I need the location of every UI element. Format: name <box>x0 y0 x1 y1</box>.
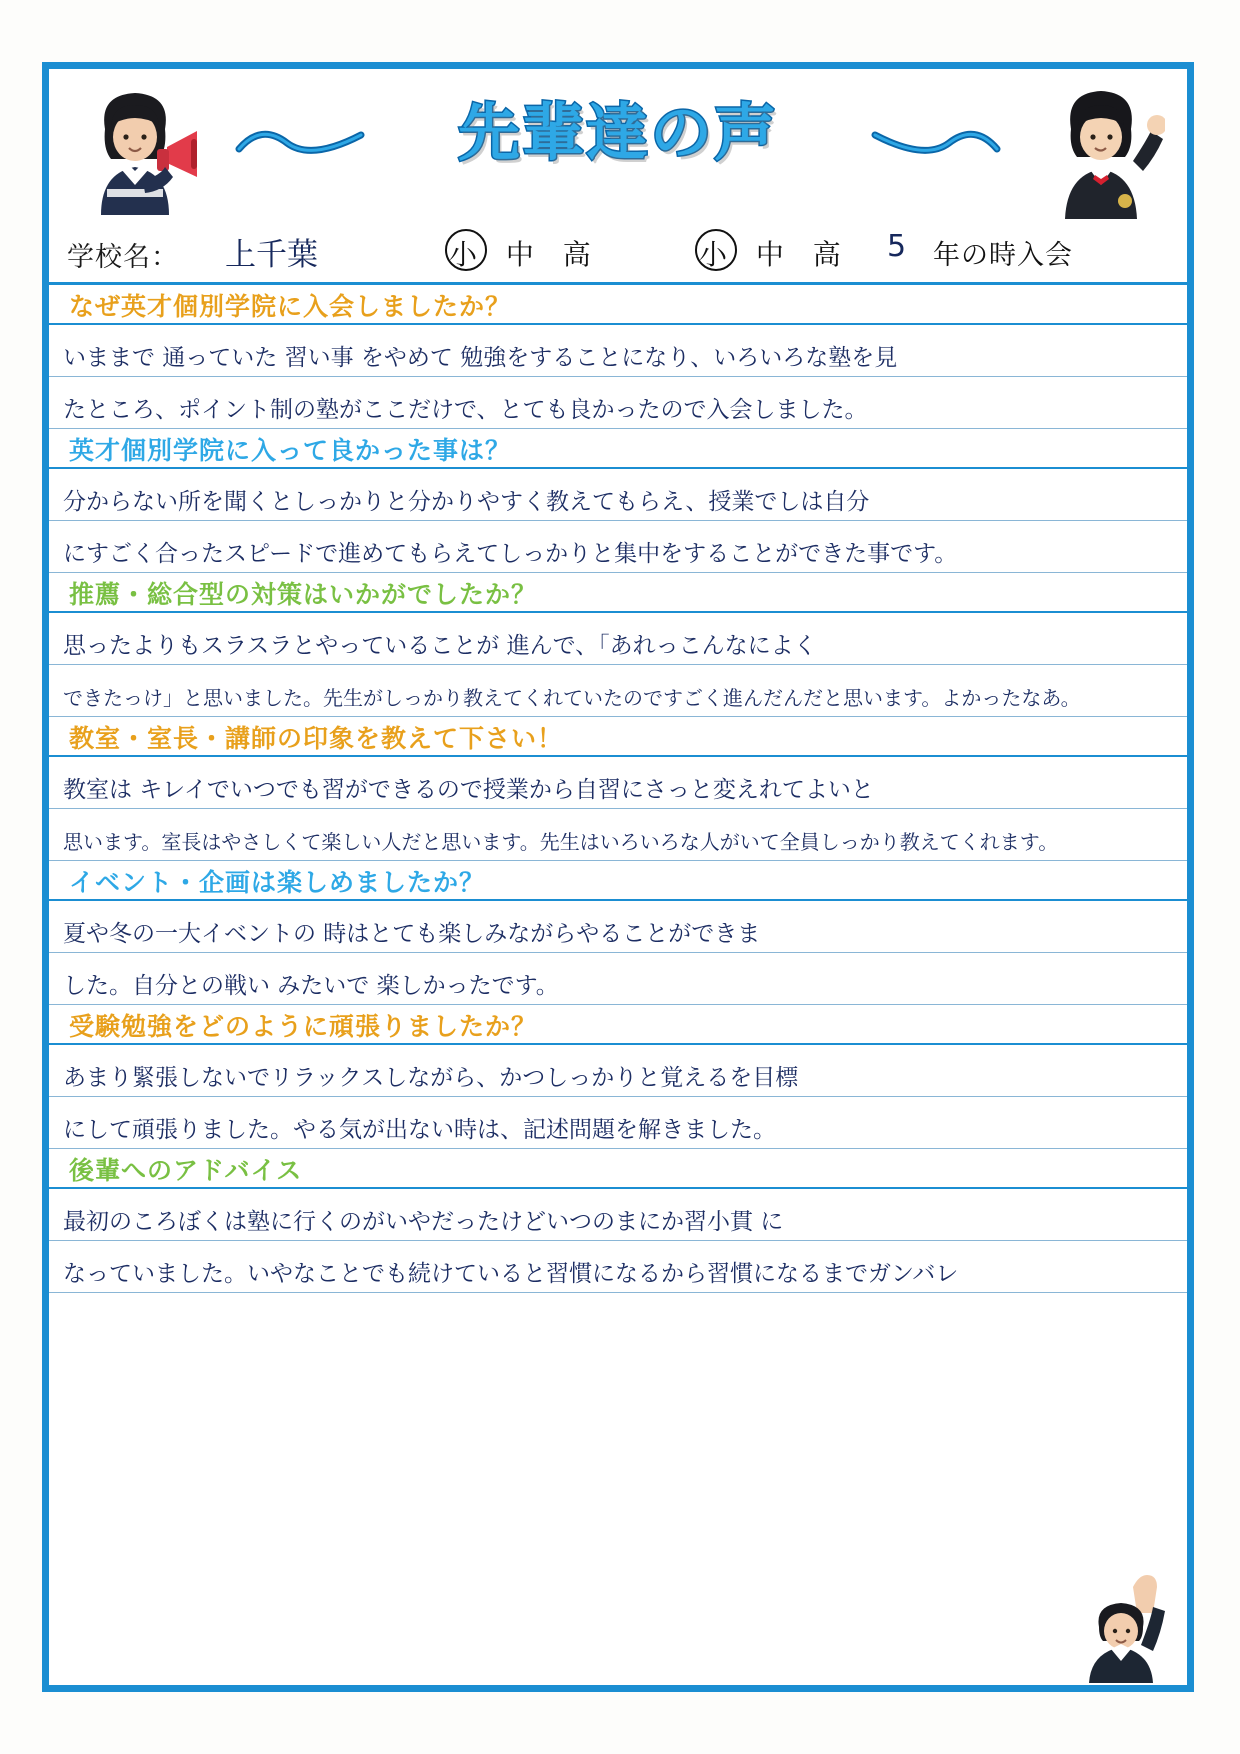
qa-question-text: 教室・室長・講師の印象を教えて下さい！ <box>69 724 564 753</box>
qa-answer-line-text: 思います。室長はやさしくて楽しい人だと思います。先生はいろいろな人がいて全員しっかり教えてくれます。 <box>63 830 1059 854</box>
qa-answer-line-text: にして頑張りました。やる気が出ない時は、記述問題を解きました。 <box>63 1117 776 1143</box>
qa-question <box>49 429 1187 469</box>
school-name-label: 学校名： <box>67 242 179 273</box>
document-frame <box>42 62 1194 1692</box>
qa-question <box>49 861 1187 901</box>
qa-question-text: 後輩へのアドバイス <box>69 1156 303 1185</box>
qa-answer <box>49 325 1187 429</box>
qa-answer-line <box>49 613 1187 665</box>
qa-answer-line <box>49 377 1187 429</box>
qa-answer-line-text: できたっけ」と思いました。先生がしっかり教えてくれていたのですごく進んだんだと思います。よかったなあ。 <box>63 686 1081 710</box>
qa-question-text: 推薦・総合型の対策はいかがでしたか？ <box>69 580 538 609</box>
qa-answer-line <box>49 325 1187 377</box>
swoosh-right-icon <box>871 123 1001 163</box>
qa-answer <box>49 901 1187 1005</box>
qa-answer <box>49 1189 1187 1293</box>
level-options-2: 小 中 高 <box>699 238 851 271</box>
qa-answer-line <box>49 1045 1187 1097</box>
qa-question <box>49 1005 1187 1045</box>
qa-answer-line <box>49 665 1187 717</box>
qa-block <box>49 861 1187 1005</box>
qa-answer-line-text: 教室は キレイでいつでも習ができるので授業から自習にさっと変えれてよいと <box>63 777 874 803</box>
qa-question-text: 受験勉強をどのように頑張りましたか？ <box>69 1012 538 1041</box>
qa-block <box>49 1005 1187 1149</box>
qa-answer-line-text: 分からない所を聞くとしっかりと分かりやすく教えてもらえ、授業でしは自分 <box>63 489 870 515</box>
school-name-value: 上千葉 <box>225 237 318 273</box>
level-options-1: 小 中 高 <box>449 238 601 271</box>
qa-question <box>49 573 1187 613</box>
qa-answer-line <box>49 469 1187 521</box>
qa-answer <box>49 613 1187 717</box>
qa-answer-line-text: した。自分との戦い みたいで 楽しかったです。 <box>63 973 559 999</box>
qa-question <box>49 1149 1187 1189</box>
qa-question-text: なぜ英才個別学院に入会しましたか？ <box>69 292 512 321</box>
document-header <box>49 69 1187 221</box>
student-raising-hand-photo <box>1063 1573 1173 1683</box>
swoosh-left-icon <box>235 123 365 163</box>
qa-block <box>49 429 1187 573</box>
qa-question <box>49 717 1187 757</box>
qa-question-text: 英才個別学院に入って良かった事は？ <box>69 436 512 465</box>
qa-answer-line-text: にすごく合ったスピードで進めてもらえてしっかりと集中をすることができた事です。 <box>63 541 958 567</box>
qa-question-text: イベント・企画は楽しめましたか？ <box>69 868 486 897</box>
qa-block <box>49 1149 1187 1293</box>
qa-answer-line <box>49 521 1187 573</box>
student-cheering-photo <box>1035 83 1165 219</box>
qa-answer-line-text: あまり緊張しないでリラックスしながら、かつしっかりと覚えるを目標 <box>63 1065 799 1091</box>
qa-block <box>49 717 1187 861</box>
qa-answer-line <box>49 1189 1187 1241</box>
qa-answer <box>49 469 1187 573</box>
qa-answer-line <box>49 757 1187 809</box>
qa-answer-line-text: たところ、ポイント制の塾がここだけで、とても良かったので入会しました。 <box>63 397 868 423</box>
qa-answer-line <box>49 901 1187 953</box>
qa-block <box>49 285 1187 429</box>
qa-answer-line <box>49 953 1187 1005</box>
join-grade-value: 5 <box>887 229 907 264</box>
qa-answer-line-text: 最初のころぼくは塾に行くのがいやだったけどいつのまにか習小貫 に <box>63 1209 784 1235</box>
qa-answer <box>49 1045 1187 1149</box>
page-title <box>49 83 1187 172</box>
qa-block <box>49 573 1187 717</box>
qa-answer <box>49 757 1187 861</box>
qa-answer-line <box>49 1097 1187 1149</box>
school-info-row <box>49 221 1187 285</box>
student-megaphone-photo <box>71 85 199 215</box>
page-title-text: 先輩達の声 <box>457 96 778 169</box>
qa-answer-line-text: いままで 通っていた 習い事 をやめて 勉強をすることになり、いろいろな塾を見 <box>63 345 898 371</box>
qa-answer-line-text: なっていました。いやなことでも続けていると習慣になるから習慣になるまでガンバレ <box>63 1261 959 1287</box>
qa-answer-line-text: 思ったよりもスラスラとやっていることが 進んで、「あれっこんなによく <box>63 633 817 659</box>
join-text-label: 年の時入会 <box>933 240 1073 271</box>
qa-answer-line-text: 夏や冬の一大イベントの 時はとても楽しみながらやることができま <box>63 921 761 947</box>
qa-answer-line <box>49 1241 1187 1293</box>
qa-question <box>49 285 1187 325</box>
qa-answer-line <box>49 809 1187 861</box>
